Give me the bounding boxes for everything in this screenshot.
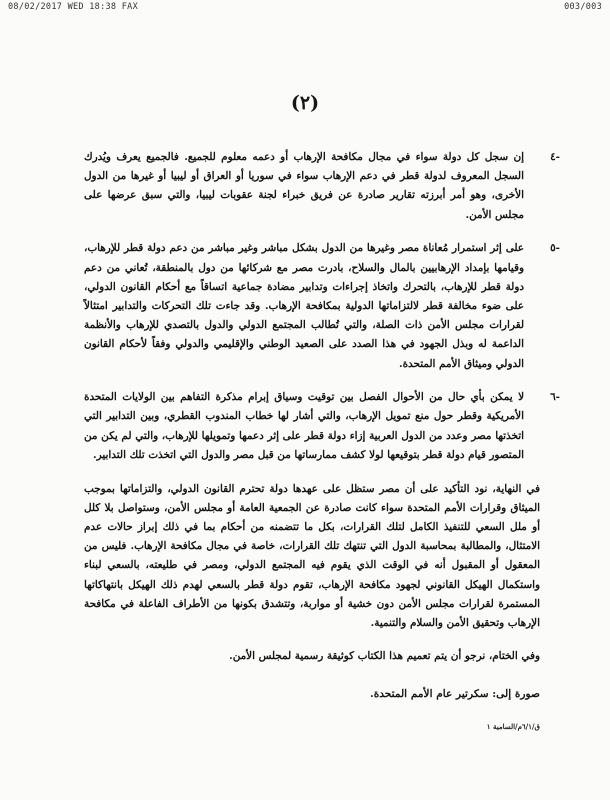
page-number: (٢) [290,92,320,114]
item-text: إن سجل كل دولة سواء في مجال مكافحة الإرهاب أو دعمه معلوم للجميع. فالجميع يعرف ويُدرك السجل المعروف لدولة قطر في دعم الإرهاب سواء في سوريا أو العراق أو ليبيا أو غيرها من الدول الأخرى، وهو أمر أبرزته تقارير صادرة عن فريق خبراء لجنة عقوبات ليبيا، والتي سبق عرضها على مجلس الأمن. [84,151,524,221]
fax-page-count: 003/003 [564,2,602,12]
fax-header [8,2,602,12]
item-number: -٦ [550,391,560,404]
footer-reference: ق/٦/١م/السامية ١ [486,722,540,731]
final-request-paragraph: وفي الختام، نرجو أن يتم تعميم هذا الكتاب كوثيقة رسمية لمجلس الأمن. [229,650,540,663]
carbon-copy-line: صورة إلى: سكرتير عام الأمم المتحدة. [370,688,540,700]
item-number: -٥ [550,242,560,255]
item-text: لا يمكن بأي حال من الأحوال الفصل بين توقيت وسياق إبرام مذكرة التفاهم بين الولايات المتحدة الأمريكية وقطر حول منع تمويل الإرهاب، والتي أشار لها خطاب المندوب القطري، وبين التدابير التي اتخذتها مصر وعدد من الدول العربية إزاء دولة قطر على إثر دعمها وتمويلها للإرهاب، والتي لم يكن من المتصور قيام دولة قطر بتوقيعها لولا كشف ممارساتها من قبل مصر والدول التي اتخذت تلك التدابير. [84,391,524,461]
item-number: -٤ [550,151,560,163]
closing-paragraph: في النهاية، نود التأكيد على أن مصر ستظل على عهدها دولة تحترم القانون الدولي، والتزاماتها بموجب الميثاق وقرارات الأمم المتحدة سواء كانت صادرة عن الجمعية العامة أو مجلس الأمن، وستواصل بلا كلل أو ملل السعي للتنفيذ الكامل لتلك القرارات، بكل ما تتضمنه من أحكام بما في ذلك إبراز حالات عدم الامتثال، والمطالبة بمحاسبة الدول التي تنتهك تلك القرارات، خاصة في مجال مكافحة الإرهاب. فليس من المعقول أو المقبول أنه في الوقت الذي يقوم فيه المجتمع الدولي، ومصر في طليعته، بالسعي لبناء واستكمال الهيكل القانوني لجهود مكافحة الإرهاب، تقوم دولة قطر بالسعي لهدم ذلك الهيكل بانتهاكاتها المستمرة لقرارات مجلس الأمن دون خشية أو مواربة، وتتشدق بكونها من الأطراف الفاعلة في مكافحة الإرهاب وتحقيق الأمن والسلام والتنمية. [84,482,540,629]
item-text: على إثر استمرار مُعاناة مصر وغيرها من الدول بشكل مباشر وغير مباشر من دعم دولة قطر للإرهاب، وقيامها بإمداد الإرهابيين بالمال والسلاح، بادرت مصر مع شركائها من دول بالمنطقة، تُعاني من دعم دولة قطر للإرهاب، بالتحرك واتخاذ إجراءات وتدابير مضادة جماعية اتساقاً مع أحكام القانون الدولي، على ضوء مخالفة قطر لالتزاماتها الدولية بمكافحة الإرهاب. وقد جاءت تلك التحركات والتدابير امتثالاً لقرارات مجلس الأمن ذات الصلة، والتي تُطالب المجتمع الدولي والدول بالتصدي للإرهاب والأنظمة الداعمة له وبذل الجهود في هذا الصدد على الصعيد الوطني والإقليمي والدولي وفقاً لأحكام القانون الدولي وميثاق الأمم المتحدة. [84,242,524,370]
numbered-item [84,239,560,373]
fax-transmission-info: 08/02/2017 WED 18:38 FAX [8,2,139,12]
numbered-item [84,148,560,225]
letter-body [84,148,560,680]
numbered-item [84,388,560,465]
